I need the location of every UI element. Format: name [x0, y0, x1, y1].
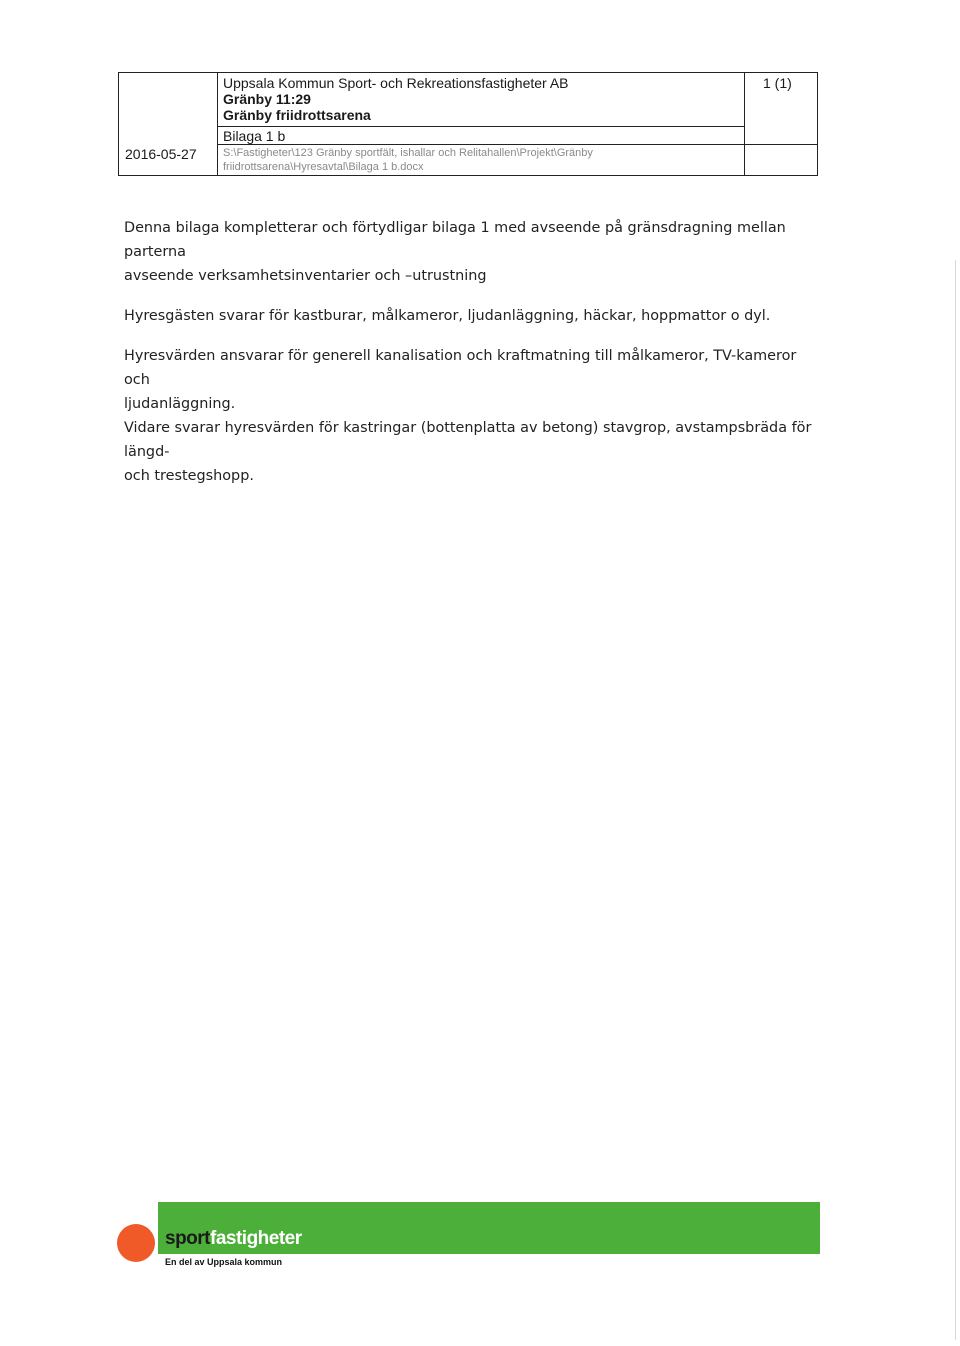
paragraph-landlord-line2: ljudanläggning.	[124, 396, 236, 412]
header-divider-left	[217, 73, 218, 175]
header-rule-mid	[217, 126, 744, 127]
logo-sport: sport	[165, 1228, 210, 1249]
paragraph-further-line2: och trestegshopp.	[124, 468, 254, 484]
paragraph-landlord-line1: Hyresvärden ansvarar för generell kanalisation och kraftmatning till målkameror, TV-kameror och	[124, 348, 797, 388]
paragraph-tenant: Hyresgästen svarar för kastburar, målkameror, ljudanläggning, häckar, hoppmattor o dyl.	[124, 308, 771, 324]
arena-name: Gränby friidrottsarena	[223, 107, 371, 123]
header-table	[118, 72, 818, 176]
file-path-line1: S:\Fastigheter\123 Gränby sportfält, ishallar och Relitahallen\Projekt\Gränby	[223, 147, 593, 159]
paragraph-further-line1: Vidare svarar hyresvärden för kastringar (bottenplatta av betong) stavgrop, avstampsbräda för längd-	[124, 420, 812, 460]
attachment-label: Bilaga 1 b	[223, 128, 286, 144]
company-name: Uppsala Kommun Sport- och Rekreationsfastigheter AB	[223, 75, 569, 91]
body-text	[124, 216, 824, 488]
scan-edge	[955, 260, 956, 1340]
logo-orange-dot	[117, 1224, 155, 1262]
file-path-line2: friidrottsarena\Hyresavtal\Bilaga 1 b.docx	[223, 161, 424, 173]
logo-wordmark	[165, 1228, 302, 1250]
paragraph-intro-line1: Denna bilaga kompletterar och förtydligar bilaga 1 med avseende på gränsdragning mellan parterna	[124, 220, 786, 260]
paragraph-intro-line2: avseende verksamhetsinventarier och –utrustning	[124, 268, 487, 284]
logo-fastigheter: fastigheter	[210, 1228, 302, 1249]
property-designation: Gränby 11:29	[223, 91, 311, 107]
header-divider-right	[744, 73, 745, 175]
page-number: 1 (1)	[763, 75, 792, 91]
header-rule-lower	[217, 144, 817, 145]
document-date: 2016-05-27	[125, 146, 197, 162]
logo-tagline: En del av Uppsala kommun	[165, 1257, 283, 1267]
